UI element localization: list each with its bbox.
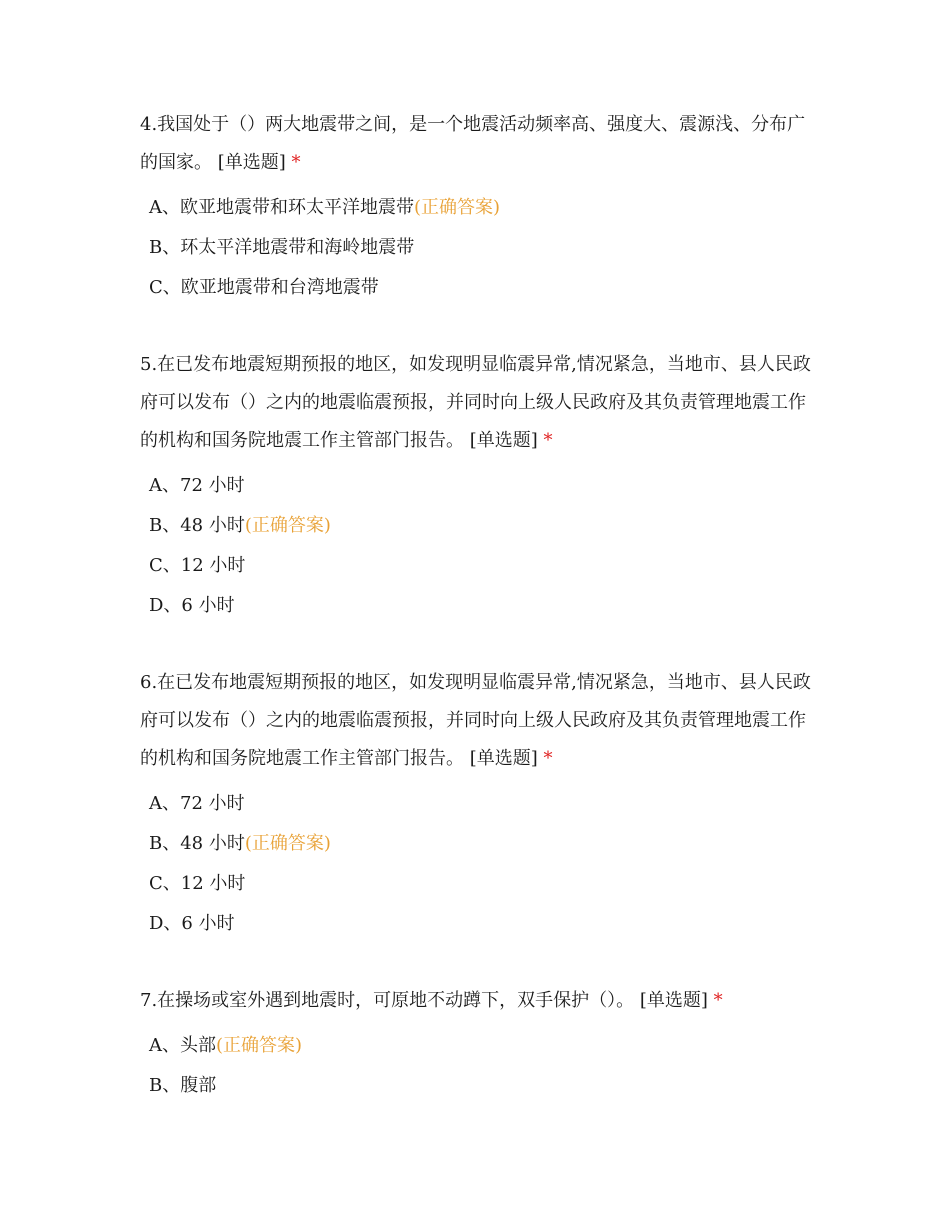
question-type: [单选题]: [634, 990, 708, 1011]
question-4: [140, 106, 820, 308]
question-prompt: 4.我国处于（）两大地震带之间，是一个地震活动频率高、强度大、震源浅、分布广的国家。: [140, 114, 806, 173]
option-b: [140, 1066, 820, 1106]
option-label: D、6 小时: [149, 913, 235, 934]
question-text: [140, 346, 820, 460]
option-a: [140, 1026, 820, 1066]
correct-answer-tag: (正确答案): [244, 833, 331, 854]
option-list: [140, 188, 820, 308]
option-label: C、欧亚地震带和台湾地震带: [149, 277, 379, 298]
option-label: C、12 小时: [149, 873, 246, 894]
question-6: [140, 664, 820, 944]
option-a: [140, 784, 820, 824]
option-label: A、72 小时: [149, 793, 245, 814]
option-a: [140, 188, 820, 228]
question-prompt: 5.在已发布地震短期预报的地区，如发现明显临震异常,情况紧急，当地市、县人民政府可以发布（）之内的地震临震预报，并同时向上级人民政府及其负责管理地震工作的机构和国务院地震工作主管部门报告。: [140, 354, 811, 451]
correct-answer-tag: (正确答案): [244, 515, 331, 536]
option-label: A、头部: [149, 1035, 216, 1056]
option-c: [140, 268, 820, 308]
required-mark: *: [285, 152, 301, 173]
option-label: A、72 小时: [149, 475, 245, 496]
option-c: [140, 546, 820, 586]
question-prompt: 6.在已发布地震短期预报的地区，如发现明显临震异常,情况紧急，当地市、县人民政府可以发布（）之内的地震临震预报，并同时向上级人民政府及其负责管理地震工作的机构和国务院地震工作主管部门报告。: [140, 672, 811, 769]
option-label: B、48 小时: [149, 833, 245, 854]
option-b: [140, 228, 820, 268]
option-a: [140, 466, 820, 506]
option-list: [140, 784, 820, 944]
option-c: [140, 864, 820, 904]
option-label: A、欧亚地震带和环太平洋地震带: [149, 197, 414, 218]
correct-answer-tag: (正确答案): [414, 197, 501, 218]
required-mark: *: [707, 990, 723, 1011]
option-label: B、48 小时: [149, 515, 245, 536]
option-label: C、12 小时: [149, 555, 246, 576]
option-d: [140, 586, 820, 626]
correct-answer-tag: (正确答案): [216, 1035, 303, 1056]
question-text: [140, 664, 820, 778]
option-b: [140, 824, 820, 864]
option-label: D、6 小时: [149, 595, 235, 616]
option-list: [140, 466, 820, 626]
required-mark: *: [537, 748, 553, 769]
required-mark: *: [537, 430, 553, 451]
question-type: [单选题]: [464, 430, 538, 451]
option-d: [140, 904, 820, 944]
option-b: [140, 506, 820, 546]
question-type: [单选题]: [464, 748, 538, 769]
option-list: [140, 1026, 820, 1106]
question-text: [140, 982, 820, 1020]
question-7: [140, 982, 820, 1106]
question-text: [140, 106, 820, 182]
option-label: B、腹部: [149, 1075, 217, 1096]
option-label: B、环太平洋地震带和海岭地震带: [149, 237, 415, 258]
question-5: [140, 346, 820, 626]
question-type: [单选题]: [212, 152, 286, 173]
question-prompt: 7.在操场或室外遇到地震时，可原地不动蹲下，双手保护（）。: [140, 990, 635, 1011]
